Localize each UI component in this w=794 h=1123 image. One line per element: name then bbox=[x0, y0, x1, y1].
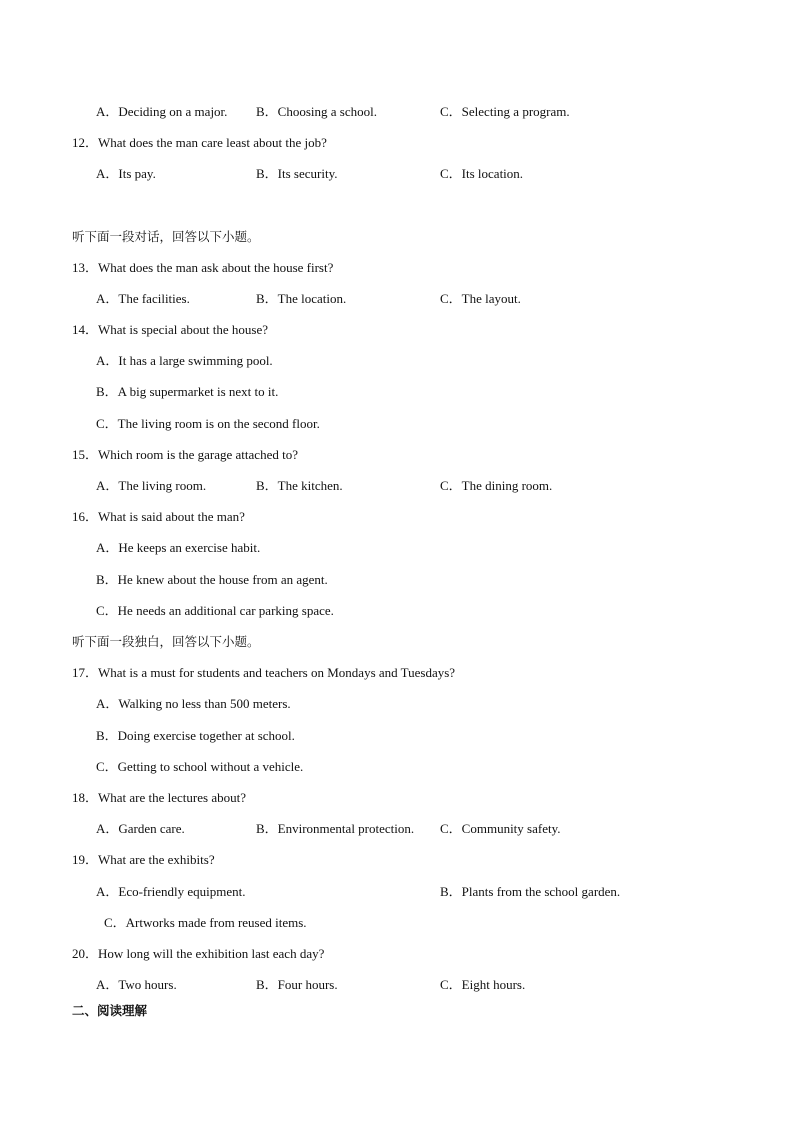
q16-option-a: A．He keeps an exercise habit. bbox=[96, 540, 261, 555]
q13-option-a: A．The facilities. bbox=[96, 291, 190, 306]
listening-instruction-monologue: 听下面一段独白，回答以下小题。 bbox=[72, 634, 260, 649]
q15-option-a: A．The living room. bbox=[96, 478, 207, 493]
q13-stem: 13．What does the man ask about the house first? bbox=[72, 260, 334, 275]
q14-option-c: C．The living room is on the second floor. bbox=[96, 416, 320, 431]
q17-option-b: B．Doing exercise together at school. bbox=[96, 728, 295, 743]
q17-option-c: C．Getting to school without a vehicle. bbox=[96, 759, 304, 774]
q12-option-c: C．Its location. bbox=[440, 166, 524, 181]
q11-option-c: C．Selecting a program. bbox=[440, 104, 570, 119]
q17-stem: 17．What is a must for students and teachers on Mondays and Tuesdays? bbox=[72, 665, 456, 680]
q19-option-a: A．Eco-friendly equipment. bbox=[96, 884, 246, 899]
q17-option-a: A．Walking no less than 500 meters. bbox=[96, 696, 291, 711]
q15-option-c: C．The dining room. bbox=[440, 478, 553, 493]
q19-stem: 19．What are the exhibits? bbox=[72, 852, 215, 867]
q18-option-a: A．Garden care. bbox=[96, 821, 185, 836]
q11-option-b: B．Choosing a school. bbox=[256, 104, 377, 119]
q16-option-c: C．He needs an additional car parking space. bbox=[96, 603, 334, 618]
q20-option-a: A．Two hours. bbox=[96, 977, 177, 992]
q14-option-a: A．It has a large swimming pool. bbox=[96, 353, 273, 368]
q18-stem: 18．What are the lectures about? bbox=[72, 790, 246, 805]
listening-instruction-dialogue: 听下面一段对话，回答以下小题。 bbox=[72, 229, 260, 244]
q19-option-b: B．Plants from the school garden. bbox=[440, 884, 621, 899]
q14-stem: 14．What is special about the house? bbox=[72, 322, 269, 337]
q12-stem: 12．What does the man care least about the job? bbox=[72, 135, 327, 150]
q20-option-c: C．Eight hours. bbox=[440, 977, 526, 992]
q20-stem: 20．How long will the exhibition last each day? bbox=[72, 946, 325, 961]
q11-option-a: A．Deciding on a major. bbox=[96, 104, 228, 119]
q15-stem: 15．Which room is the garage attached to? bbox=[72, 447, 298, 462]
q15-option-b: B．The kitchen. bbox=[256, 478, 343, 493]
q18-option-c: C．Community safety. bbox=[440, 821, 561, 836]
section-heading-reading: 二、阅读理解 bbox=[72, 1003, 148, 1018]
q16-stem: 16．What is said about the man? bbox=[72, 509, 245, 524]
q16-option-b: B．He knew about the house from an agent. bbox=[96, 572, 328, 587]
q19-option-c: C．Artworks made from reused items. bbox=[104, 915, 307, 930]
q13-option-b: B．The location. bbox=[256, 291, 347, 306]
q12-option-b: B．Its security. bbox=[256, 166, 338, 181]
q12-option-a: A．Its pay. bbox=[96, 166, 156, 181]
q13-option-c: C．The layout. bbox=[440, 291, 521, 306]
q14-option-b: B．A big supermarket is next to it. bbox=[96, 384, 279, 399]
q20-option-b: B．Four hours. bbox=[256, 977, 338, 992]
q18-option-b: B．Environmental protection. bbox=[256, 821, 415, 836]
